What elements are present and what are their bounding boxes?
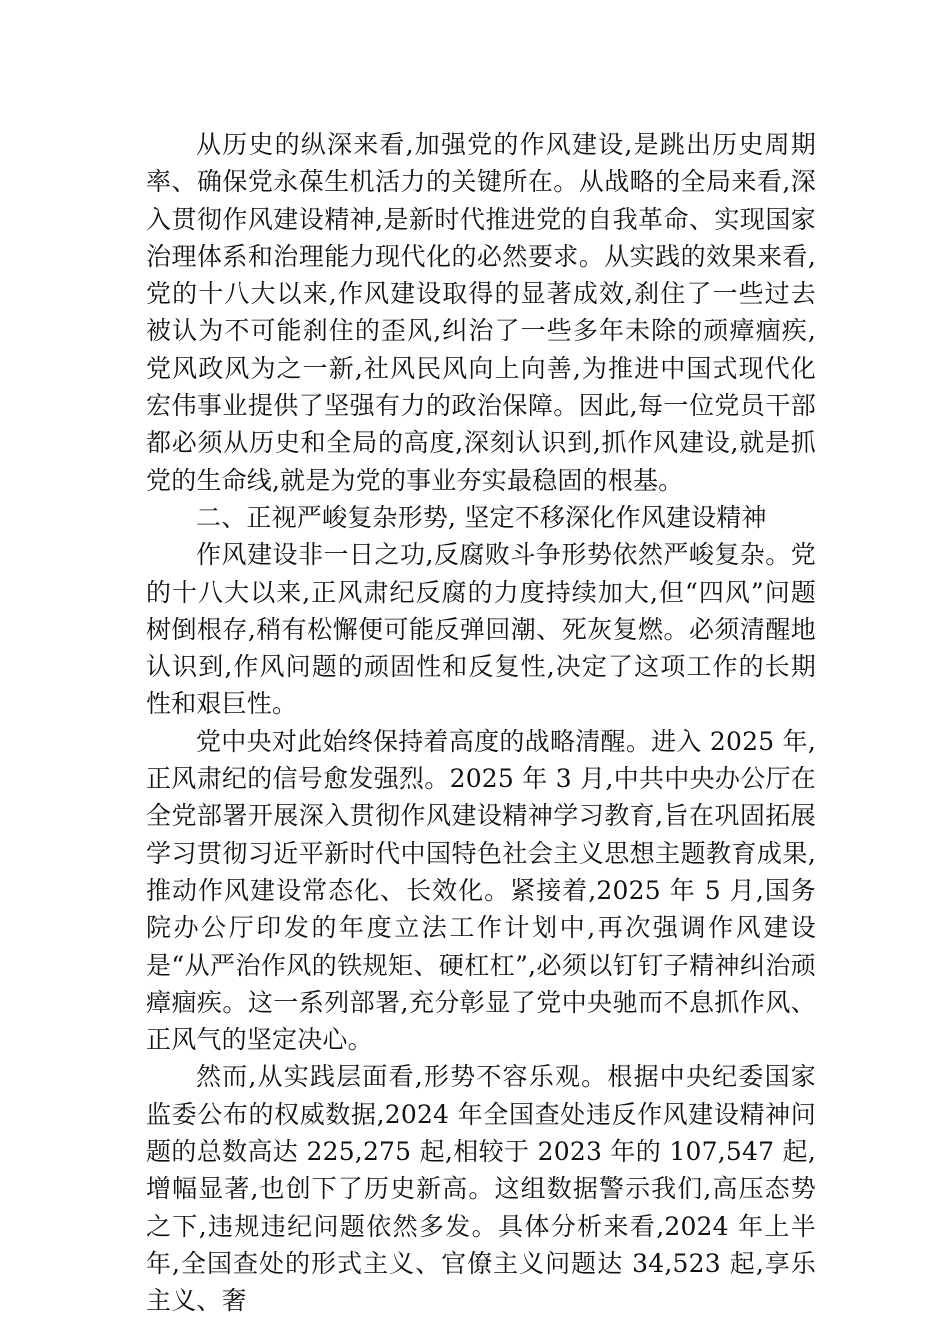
paragraph-complex-situation: 作风建设非一日之功,反腐败斗争形势依然严峻复杂。党的十八大以来,正风肃纪反腐的力度持续加大,但“四风”问题树倒根存,稍有松懈便可能反弹回潮、死灰复燃。必须清醒地认识到,作风问题的顽固性和反复性,决定了这项工作的长期性和艰巨性。 [146, 540, 816, 719]
document-body [146, 126, 816, 1320]
section-heading-2: 二、正视严峻复杂形势, 坚定不移深化作风建设精神 [196, 502, 767, 532]
paragraph-central-committee: 党中央对此始终保持着高度的战略清醒。进入 2025 年,正风肃纪的信号愈发强烈。2025 年 3 月,中共中央办公厅在全党部署开展深入贯彻作风建设精神学习教育,旨在巩固拓展学习贯彻习近平新时代中国特色社会主义思想主题教育成果,推动作风建设常态化、长效化。紧接着,2025 年 5 月,国务院办公厅印发的年度立法工作计划中,再次强调作风建设是“从严治作风的铁规矩、硬杠杠”,必须以钉钉子精神纠治顽瘴痼疾。这一系列部署,充分彰显了党中央驰而不息抓作风、正风气的坚定决心。 [146, 726, 816, 1055]
paragraph-history-perspective: 从历史的纵深来看,加强党的作风建设,是跳出历史周期率、确保党永葆生机活力的关键所在。从战略的全局来看,深入贯彻作风建设精神,是新时代推进党的自我革命、实现国家治理体系和治理能力现代化的必然要求。从实践的效果来看,党的十八大以来,作风建设取得的显著成效,刹住了一些过去被认为不可能刹住的歪风,纠治了一些多年未除的顽瘴痼疾,党风政风为之一新,社风民风向上向善,为推进中国式现代化宏伟事业提供了坚强有力的政治保障。因此,每一位党员干部都必须从历史和全局的高度,深刻认识到,抓作风建设,就是抓党的生命线,就是为党的事业夯实最稳固的根基。 [146, 130, 816, 495]
paragraph-statistics: 然而,从实践层面看,形势不容乐观。根据中央纪委国家监委公布的权威数据,2024 年全国查处违反作风建设精神问题的总数高达 225,275 起,相较于 2023 年的 107,547 起,增幅显著,也创下了历史新高。这组数据警示我们,高压态势之下,违规违纪问题依然多发。具体分析来看,2024 年上半年,全国查处的形式主义、官僚主义问题达 34,523 起,享乐主义、奢 [146, 1062, 816, 1316]
